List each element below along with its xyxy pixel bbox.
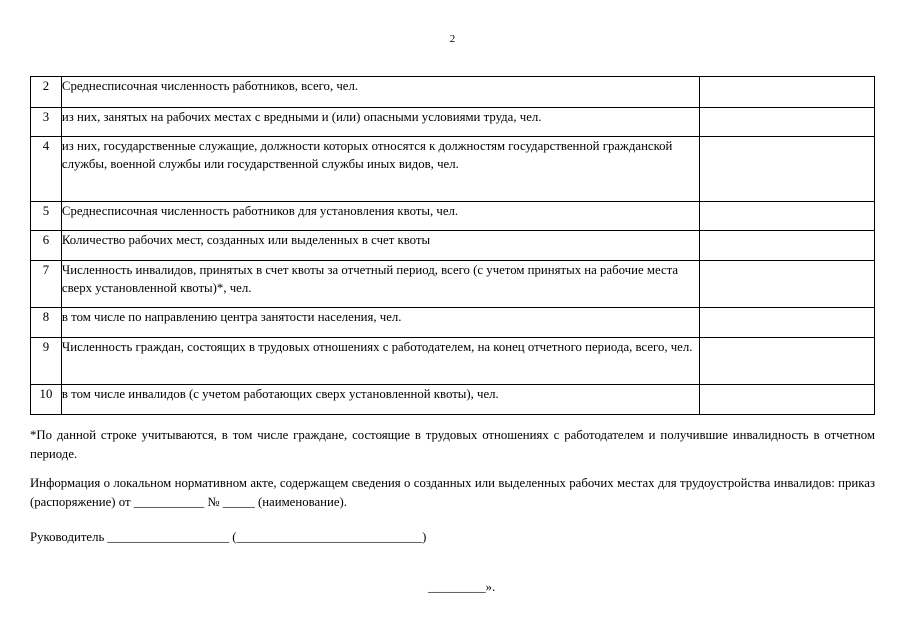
signature-line: Руководитель ___________________ (_____________________________) bbox=[30, 530, 427, 544]
table-row bbox=[31, 261, 875, 308]
row-description: Среднесписочная численность работников для установления квоты, чел. bbox=[61, 202, 699, 231]
row-value-cell bbox=[699, 231, 874, 261]
row-number: 7 bbox=[31, 261, 62, 308]
row-description: Численность инвалидов, принятых в счет квоты за отчетный период, всего (с учетом принятых на рабочие места сверх установленной квоты)*, чел. bbox=[61, 261, 699, 308]
row-number: 8 bbox=[31, 308, 62, 338]
table-row bbox=[31, 308, 875, 338]
row-description: Численность граждан, состоящих в трудовых отношениях с работодателем, на конец отчетного периода, всего, чел. bbox=[61, 338, 699, 385]
row-description: из них, занятых на рабочих местах с вредными и (или) опасными условиями труда, чел. bbox=[61, 108, 699, 137]
row-value-cell bbox=[699, 137, 874, 202]
row-number: 4 bbox=[31, 137, 62, 202]
row-description: из них, государственные служащие, должности которых относятся к должностям государственной гражданской службы, военной службы или государственной службы иных видов, чел. bbox=[61, 137, 699, 202]
report-table bbox=[30, 76, 875, 415]
row-number: 3 bbox=[31, 108, 62, 137]
page-number: 2 bbox=[449, 33, 456, 45]
table-row bbox=[31, 385, 875, 415]
row-description: в том числе по направлению центра занятости населения, чел. bbox=[61, 308, 699, 338]
row-number: 9 bbox=[31, 338, 62, 385]
row-description: Количество рабочих мест, созданных или выделенных в счет квоты bbox=[61, 231, 699, 261]
row-value-cell bbox=[699, 261, 874, 308]
table-row bbox=[31, 338, 875, 385]
row-description: Среднесписочная численность работников, всего, чел. bbox=[61, 77, 699, 108]
row-value-cell bbox=[699, 77, 874, 108]
row-number: 5 bbox=[31, 202, 62, 231]
row-value-cell bbox=[699, 108, 874, 137]
row-number: 6 bbox=[31, 231, 62, 261]
row-description: в том числе инвалидов (с учетом работающих сверх установленной квоты), чел. bbox=[61, 385, 699, 415]
row-value-cell bbox=[699, 385, 874, 415]
local-act-info: Информация о локальном нормативном акте, содержащем сведения о созданных или выделенных рабочих местах для трудоустройства инвалидов: приказ (распоряжение) от ___________ № _____ (наименование). bbox=[30, 476, 875, 509]
table-row bbox=[31, 202, 875, 231]
table-row bbox=[31, 137, 875, 202]
row-number: 2 bbox=[31, 77, 62, 108]
footnote: *По данной строке учитываются, в том числе граждане, состоящие в трудовых отношениях с работодателем и получившие инвалидность в отчетном периоде. bbox=[30, 428, 875, 461]
closing-line: _________». bbox=[428, 580, 496, 594]
row-value-cell bbox=[699, 338, 874, 385]
table-row bbox=[31, 108, 875, 137]
table-row bbox=[31, 231, 875, 261]
row-value-cell bbox=[699, 202, 874, 231]
table-row bbox=[31, 77, 875, 108]
row-value-cell bbox=[699, 308, 874, 338]
row-number: 10 bbox=[31, 385, 62, 415]
